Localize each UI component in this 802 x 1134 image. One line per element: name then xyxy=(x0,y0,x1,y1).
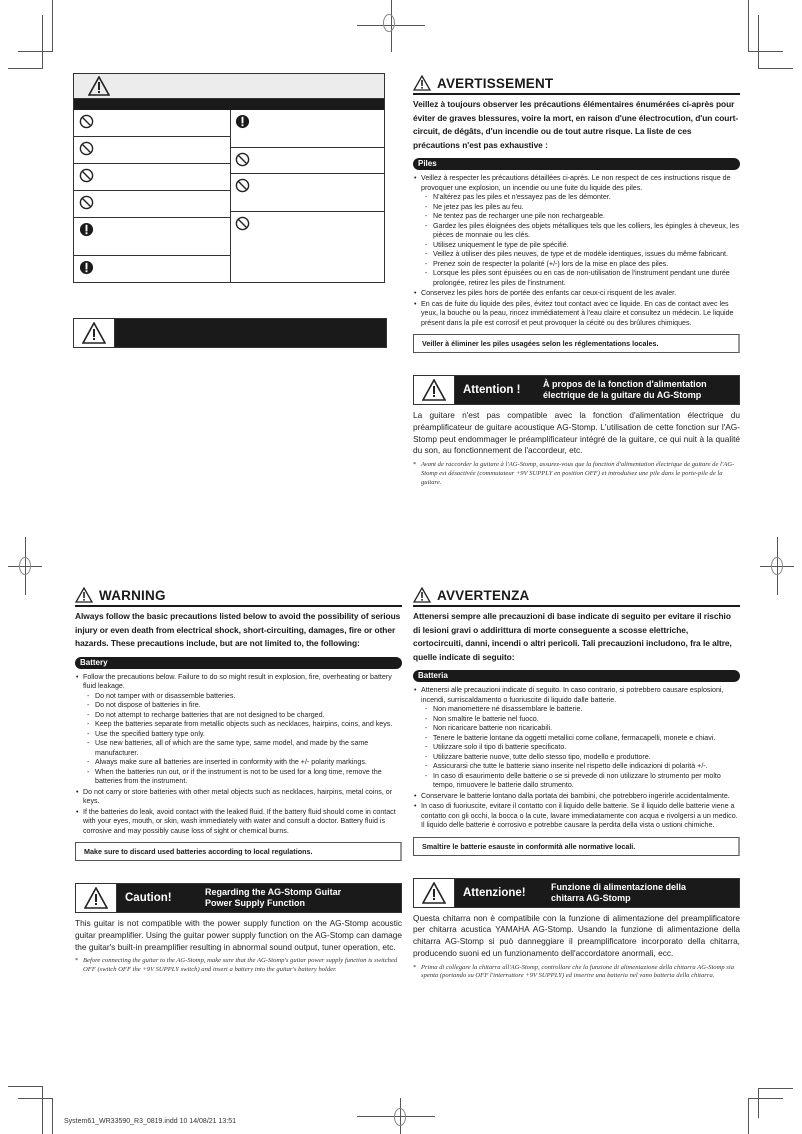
warning-triangle-icon xyxy=(413,587,431,603)
sub-list xyxy=(421,705,740,791)
crop-mark xyxy=(42,1086,43,1134)
section-title xyxy=(413,74,740,95)
title-text: WARNING xyxy=(99,587,166,603)
caution-label: Attenzione! xyxy=(463,886,526,899)
footnote: * Prima di collegare la chitarra all'AG-Stomp, controllare che la funzione di alimentazione della chitarra AG-Stomp sia spenta (portando su OFF l'interruttore +9V SUPPLY) ed inserire una batteria nel vano batteria della chitarra. xyxy=(413,964,740,982)
list-item: - Tenere le batterie lontane da oggetti metallici come collane, fermacapelli, monete e chiavi. xyxy=(423,734,740,744)
crop-mark xyxy=(18,51,53,52)
list-item: - Do not tamper with or disassemble batteries. xyxy=(85,692,402,702)
caution-subtitle-line: Power Supply Function xyxy=(205,898,306,908)
table-cell xyxy=(74,164,230,191)
crop-mark xyxy=(758,68,793,69)
caution-dark-bar xyxy=(455,376,739,404)
list-item: - Keep the batteries separate from metallic objects such as necklaces, hairpins, coins, and keys. xyxy=(85,720,402,730)
sub-list xyxy=(83,692,402,787)
list-item: - In caso di esaurimento delle batterie o se si prevede di non utilizzare lo strumento per molto tempo, rimuovere le batterie dallo strumento. xyxy=(423,772,740,791)
warning-triangle-icon xyxy=(422,882,446,904)
english-section xyxy=(75,586,402,975)
list-item: - N'altérez pas les piles et n'essayez pas de les démonter. xyxy=(423,193,740,203)
discard-notice: Smaltire le batterie esauste in conformità alle normative locali. xyxy=(413,837,740,856)
section-title xyxy=(75,586,402,607)
caution-subtitle-line: À propos de la fonction d'alimentation xyxy=(543,379,707,389)
subsection-pill: Battery xyxy=(75,657,402,669)
list-item: - Non manomettere né disassemblare le batterie. xyxy=(423,705,740,715)
caution-dark-bar xyxy=(115,319,386,347)
warning-triangle-icon xyxy=(84,887,108,909)
caution-subtitle xyxy=(205,887,341,909)
caution-dark-bar xyxy=(117,884,401,912)
list-item: - Utilizzare solo il tipo di batterie specificato. xyxy=(423,743,740,753)
crop-mark xyxy=(18,1098,53,1099)
table-cell xyxy=(74,137,230,164)
intro-text: Veillez à toujours observer les précautions élémentaires énumérées ci-après pour éviter de graves blessures, voire la mort, en raison d'une électrocution, d'un court-circuit, de dégâts, d'un incendie ou de tout autre risque. La liste de ces précautions n'est pas exhaustive : xyxy=(413,99,739,150)
sub-list xyxy=(421,193,740,288)
crop-mark xyxy=(8,68,43,69)
list-item: - When the batteries run out, or if the instrument is not to be used for a long time, remove the batteries from the instrument. xyxy=(85,768,402,787)
subsection-pill: Batteria xyxy=(413,670,740,682)
warning-triangle-icon xyxy=(75,587,93,603)
list-item xyxy=(413,174,740,288)
subsection-pill: Piles xyxy=(413,158,740,170)
table-header xyxy=(74,74,384,99)
crop-mark xyxy=(8,1086,43,1087)
prohibited-icon xyxy=(235,216,250,231)
caution-subtitle xyxy=(551,882,686,904)
prohibited-icon xyxy=(79,141,94,156)
mandatory-icon xyxy=(235,114,250,129)
prohibited-icon xyxy=(235,178,250,193)
list-item xyxy=(413,686,740,791)
bullet-text: Attenersi alle precauzioni indicate di seguito. In caso contrario, si potrebbero causare esplosioni, incendi, surriscaldamento o fuoriuscite di liquido dalle batterie. xyxy=(421,686,724,704)
list-item: • If the batteries do leak, avoid contact with the leaked fluid. If the battery fluid should come in contact with your eyes, mouth, or skin, wash immediately with water and consult a doctor. Battery fluid is corrosive and may possibly cause loss of sight or chemical burns. xyxy=(75,808,402,837)
caution-dark-bar xyxy=(455,879,739,907)
crop-mark xyxy=(748,0,749,52)
list-item: - Always make sure all batteries are inserted in conformity with the +/- polarity markings. xyxy=(85,758,402,768)
bullet-text: Follow the precautions below. Failure to do so might result in explosion, fire, overheating or battery fluid leakage. xyxy=(83,672,392,690)
title-text: AVVERTENZA xyxy=(437,587,530,603)
list-item: - Use the specified battery type only. xyxy=(85,730,402,740)
list-item xyxy=(75,673,402,787)
crop-mark xyxy=(748,1098,783,1099)
list-item: - Non smaltire le batterie nel fuoco. xyxy=(423,715,740,725)
registration-circle xyxy=(383,14,395,32)
list-item: • Conservare le batterie lontano dalla portata dei bambini, che potrebbero ingerirle accidentalmente. xyxy=(413,792,740,802)
list-item: • Conservez les piles hors de portée des enfants car ceux-ci risquent de les avaler. xyxy=(413,289,740,299)
prohibited-icon xyxy=(79,168,94,183)
list-item: - Utilizzare batterie nuove, tutte dello stesso tipo, modello e produttore. xyxy=(423,753,740,763)
table-cell xyxy=(74,191,230,218)
list-item: - Lorsque les piles sont épuisées ou en cas de non-utilisation de l'instrument pendant une durée prolongée, retirez les piles de l'instrument. xyxy=(423,269,740,288)
prohibited-icon xyxy=(79,114,94,129)
crop-mark xyxy=(52,1098,53,1134)
right-column xyxy=(230,110,384,282)
left-column xyxy=(74,110,231,282)
prohibited-icon xyxy=(79,195,94,210)
caution-label: Attention ! xyxy=(463,384,521,396)
table-cell xyxy=(74,110,230,137)
crop-mark xyxy=(42,15,43,68)
print-slug: System61_WR33590_R3_0819.indd 10 14/08/21 13:51 xyxy=(64,1118,237,1125)
japanese-caution-bar xyxy=(73,318,387,348)
discard-notice: Veiller à éliminer les piles usagées selon les réglementations locales. xyxy=(413,334,740,353)
caution-label: Caution! xyxy=(125,892,172,904)
caution-bar xyxy=(413,375,740,405)
mandatory-icon xyxy=(79,260,94,275)
body-text: La guitare n'est pas compatible avec la fonction d'alimentation électrique du préamplificateur de guitare acoustique AG-Stomp. L'utilisation de cette fonction sur l'AG-Stomp peut endommager le préamplificateur intégré de la guitare, ce qui nuit à la qualité du son, au fonctionnement de l'accordeur, etc. xyxy=(413,410,740,456)
precaution-list xyxy=(413,686,740,831)
crop-mark xyxy=(758,1088,793,1089)
list-item: - Veillez à utiliser des piles neuves, de type et de modèle identiques, issues du même fabricant. xyxy=(423,250,740,260)
table-cell xyxy=(230,110,384,148)
table-cell xyxy=(230,148,384,174)
caution-subtitle-line: chitarra AG-Stomp xyxy=(551,892,631,903)
caution-bar xyxy=(75,883,402,913)
crop-mark xyxy=(748,51,783,52)
list-item: - Do not dispose of batteries in fire. xyxy=(85,701,402,711)
list-item: - Gardez les piles éloignées des objets métalliques tels que les colliers, les épingles à cheveux, les pièces de monnaie ou les clés. xyxy=(423,222,740,241)
caution-subtitle-line: Regarding the AG-Stomp Guitar xyxy=(205,887,342,897)
warning-triangle-icon xyxy=(422,379,446,401)
intro-text: Always follow the basic precautions listed below to avoid the possibility of serious injury or even death from electrical shock, short-circuiting, damages, fire or other hazards. These precautions include, but are not limited to, the following: xyxy=(75,611,401,648)
table-cell xyxy=(74,218,230,256)
caution-subtitle-line: Funzione di alimentazione della xyxy=(551,881,687,892)
list-item: • En cas de fuite du liquide des piles, évitez tout contact avec ce liquide. En cas de contact avec les yeux, la bouche ou la peau, rincez immédiatement à l'eau claire et consultez un médecin. Le liquide présent dans la pile est corrosif et peut provoquer la cécité ou des brûlures chimiques. xyxy=(413,300,740,329)
italian-section xyxy=(413,586,740,981)
footnote: * Before connecting the guitar to the AG-Stomp, make sure that the AG-Stomp's guitar power supply function is switched OFF (switch OFF the +9V SUPPLY switch) and insert a battery into the guitar's battery holder. xyxy=(75,957,402,975)
list-item: - Utilisez uniquement le type de pile spécifié. xyxy=(423,241,740,251)
caution-subtitle-line: électrique de la guitare du AG-Stomp xyxy=(543,390,702,400)
list-item: - Prenez soin de respecter la polarité (+/-) lors de la mise en place des piles. xyxy=(423,260,740,270)
precaution-list xyxy=(75,673,402,837)
warning-triangle-icon xyxy=(82,322,106,344)
intro-text: Attenersi sempre alle precauzioni di base indicate di seguito per evitare il rischio di lesioni gravi o addirittura di morte conseguente a scosse elettriche, cortocircuiti, danni, incendi o altri pericoli. Tali precauzioni includono, fra le altre, quelle indicate di seguito: xyxy=(413,611,732,662)
precaution-list xyxy=(413,174,740,328)
warning-triangle-icon xyxy=(413,75,431,91)
registration-circle xyxy=(394,1108,406,1126)
caution-icon-box xyxy=(76,884,117,912)
caution-icon-box xyxy=(74,319,115,347)
section-title xyxy=(413,586,740,607)
caution-subtitle xyxy=(543,379,707,401)
list-item: - Do not attempt to recharge batteries that are not designed to be charged. xyxy=(85,711,402,721)
list-item: • In caso di fuoriuscite, evitare il contatto con il liquido delle batterie. Se il liquido delle batterie viene a contatto con gli occhi, la bocca o la cute, lavare immediatamente con acqua e rivolgersi a un medico. Il liquido delle batterie è corrosivo e potrebbe causare la perdita della vista o ustioni chimiche. xyxy=(413,802,740,831)
registration-circle xyxy=(19,557,31,575)
bullet-text: Veillez à respecter les précautions détaillées ci-après. Le non respect de ces instructions risque de provoquer une explosion, un incendie ou une fuite du liquide des piles. xyxy=(421,174,731,192)
body-text: Questa chitarra non è compatibile con la funzione di alimentazione del preamplificatore per chitarra acustica YAMAHA AG-Stomp. Usando la funzione di alimentazione della chitarra AG-Stomp si può danneggiare il preamplificatore incorporato della chitarra, producendo suoni ed un funzionamento dell'accordatore anormali, ecc. xyxy=(413,912,740,958)
crop-mark xyxy=(758,15,759,68)
list-item: - Assicurarsi che tutte le batterie siano inserite nel rispetto delle indicazioni di polarità +/-. xyxy=(423,762,740,772)
crop-mark xyxy=(748,1098,749,1134)
table-cell xyxy=(230,174,384,212)
table-header-bar xyxy=(74,99,384,110)
registration-circle xyxy=(771,557,783,575)
prohibited-icon xyxy=(235,152,250,167)
crop-mark xyxy=(52,0,53,52)
caution-icon-box xyxy=(414,376,455,404)
table-cell xyxy=(230,212,384,284)
list-item: - Ne jetez pas les piles au feu. xyxy=(423,203,740,213)
french-section xyxy=(413,74,740,488)
table-cell xyxy=(74,256,230,284)
list-item: • Do not carry or store batteries with other metal objects such as necklaces, hairpins, metal coins, or keys. xyxy=(75,788,402,807)
caution-icon-box xyxy=(414,879,455,907)
japanese-warning-table xyxy=(73,73,385,283)
list-item: - Ne tentez pas de recharger une pile non rechargeable. xyxy=(423,212,740,222)
list-item: - Use new batteries, all of which are the same type, same model, and made by the same manufacturer. xyxy=(85,739,402,758)
footnote: * Avant de raccorder la guitare à l'AG-Stomp, assurez-vous que la fonction d'alimentation électrique de guitare de l'AG-Stomp est désactivée (commutateur +9V SUPPLY en position OFF) et introduisez une pile dans le porte-pile de la guitare. xyxy=(413,461,740,487)
mandatory-icon xyxy=(79,222,94,237)
discard-notice: Make sure to discard used batteries according to local regulations. xyxy=(75,842,402,861)
caution-bar xyxy=(413,878,740,908)
body-text: This guitar is not compatible with the power supply function on the AG-Stomp acoustic guitar preamplifier. Using the guitar power supply function on the AG-Stomp can damage the guitar's built-in preamplifier resulting in abnormal sound output, tuner operation, etc. xyxy=(75,918,402,952)
title-text: AVERTISSEMENT xyxy=(437,75,554,91)
warning-triangle-icon xyxy=(88,76,110,96)
list-item: - Non ricaricare batterie non ricaricabili. xyxy=(423,724,740,734)
crop-mark xyxy=(758,1088,759,1118)
